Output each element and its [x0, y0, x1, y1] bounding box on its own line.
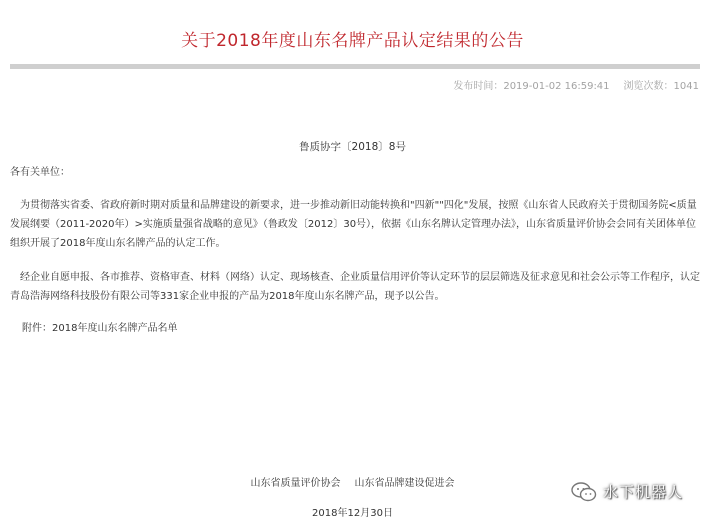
- page-title: 关于2018年度山东名牌产品认定结果的公告: [181, 31, 524, 51]
- publish-time: 发布时间：2019-01-02 16:59:41: [453, 81, 610, 92]
- watermark: [571, 481, 683, 502]
- document-number: 鲁质协字〔2018〕8号: [299, 141, 406, 153]
- salutation: 各有关单位：: [10, 167, 70, 178]
- body-paragraph-2: 经企业自愿申报、各市推荐、资格审查、材料（网络）认定、现场核查、企业质量信用评价等认定环节的层层筛选及征求意见和社会公示等工作程序，认定青岛浩海网络科技股份有限公司等331家企业申报的产品为2018年度山东名牌产品，现予以公告。: [10, 272, 700, 302]
- watermark-text: 水下机器人: [602, 483, 683, 501]
- wechat-icon: [571, 482, 597, 502]
- attachment-line: 附件：2018年度山东名牌产品名单: [22, 323, 178, 334]
- view-count: 浏览次数：1041: [623, 81, 699, 92]
- body-paragraph-1: 为贯彻落实省委、省政府新时期对质量和品牌建设的新要求，进一步推动新旧动能转换和"四新""四化"发展，按照《山东省人民政府关于贯彻国务院<质量发展纲要（2011-2020年）>实施质量强省战略的意见》（鲁政发〔2012〕30号），依据《山东名牌认定管理办法》，山东省质量评价协会会同有关团体单位组织开展了2018年度山东名牌产品的认定工作。: [10, 200, 697, 249]
- title-divider: [10, 64, 700, 69]
- issuer-2: 山东省品牌建设促进会: [354, 478, 455, 489]
- article-meta: [453, 77, 699, 92]
- issuer-1: 山东省质量评价协会: [250, 478, 341, 489]
- issue-date: 2018年12月30日: [312, 508, 393, 519]
